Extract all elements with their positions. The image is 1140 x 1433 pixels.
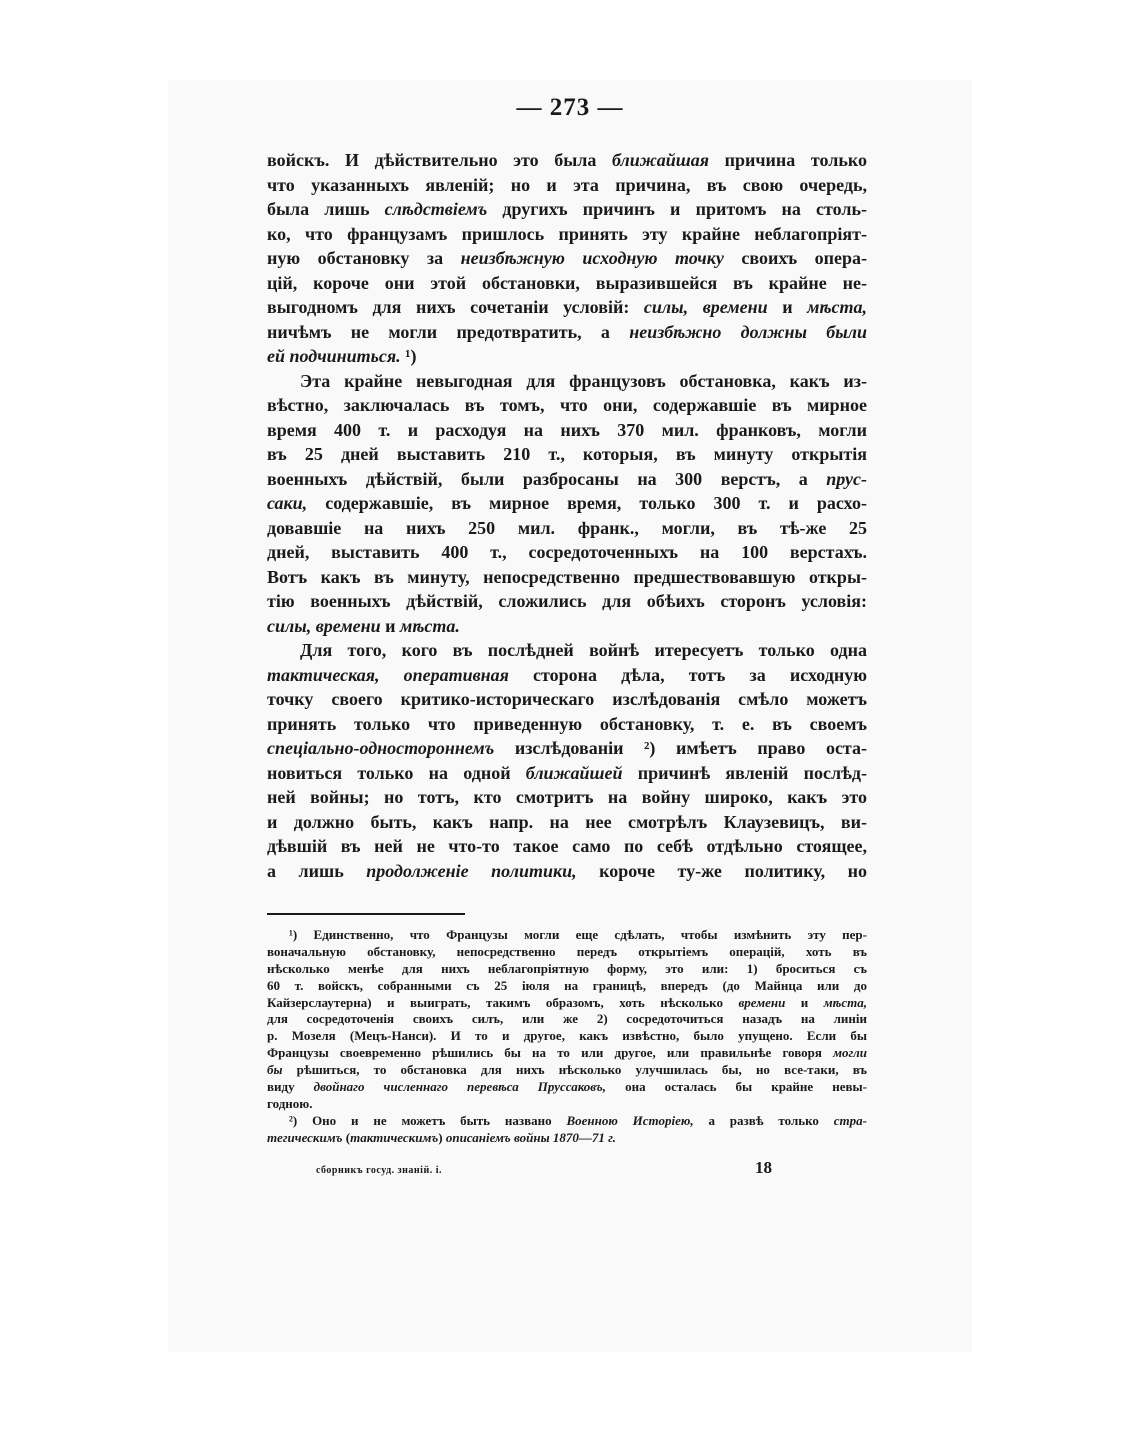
footnote-line: [267, 927, 867, 944]
body-line: [267, 271, 867, 296]
main-text: [267, 148, 867, 883]
text-run: вѣстно, заключалась въ томъ, что они, содержавшіе въ мирное: [267, 395, 867, 415]
italic-text-run: описаніемъ войны 1870—71 г.: [445, 1129, 616, 1145]
text-run: и должно быть, какъ напр. на нее смотрѣлъ Клаузевицъ, ви-: [267, 811, 867, 832]
body-line: [267, 442, 867, 467]
footnote-line: [267, 1028, 867, 1045]
italic-text-run: Военною Исторіею,: [566, 1112, 694, 1128]
italic-text-run: продолженіе политики,: [366, 860, 577, 881]
body-line: [267, 344, 867, 369]
page-number: — 273 —: [516, 94, 624, 121]
body-line: [267, 393, 867, 418]
italic-text-run: стра-: [833, 1112, 867, 1128]
text-run: нѣсколько менѣе для нихъ неблагопріятную форму, это или: 1) броситься съ: [267, 960, 867, 976]
text-run: а лишь: [267, 860, 367, 881]
text-run: другихъ причинъ и притомъ на столь-: [487, 199, 867, 219]
text-run: причина только: [708, 150, 867, 170]
italic-text-run: ближайшей: [525, 762, 623, 783]
text-run: виду: [267, 1079, 314, 1095]
page-footer: [316, 1156, 772, 1180]
footnote-line: [267, 978, 867, 995]
body-line: [267, 687, 867, 712]
footnotes: [267, 927, 867, 1147]
signature-mark: сборникъ госуд. знаній. i.: [316, 1165, 442, 1176]
italic-text-run: ей подчиниться.: [267, 346, 401, 366]
footnote-line: [267, 1062, 867, 1079]
italic-text-run: тактическимъ: [350, 1129, 439, 1145]
text-run: ²) Оно и не можетъ быть названо: [289, 1112, 567, 1128]
italic-text-run: двойнаго численнаго перевѣса Пруссаковъ,: [313, 1079, 607, 1095]
text-run: (: [342, 1129, 351, 1145]
footnote-line: [267, 1045, 867, 1062]
text-run: новиться только на одной: [267, 762, 526, 783]
footnote-line: [267, 1113, 867, 1130]
text-run: и: [785, 994, 824, 1010]
sheet-number: 18: [755, 1158, 772, 1177]
text-run: что указанныхъ явленій; но и эта причина, въ свою очередь,: [267, 174, 867, 195]
text-run: войскъ. И дѣйствительно это была: [267, 150, 613, 170]
italic-text-run: силы, времени: [643, 297, 768, 317]
italic-text-run: прус-: [826, 468, 867, 489]
text-run: военныхъ дѣйствій, были разбросаны на 300 верстъ, а: [267, 468, 827, 489]
body-line: [267, 295, 867, 320]
footnote-line: [267, 961, 867, 978]
text-run: для сосредоточенія своихъ силъ, или же 2) сосредоточиться назадъ на линіи: [267, 1011, 867, 1027]
italic-text-run: спеціально-одностороннемъ: [267, 738, 495, 758]
body-line: [267, 467, 867, 492]
body-line: [267, 418, 867, 443]
text-run: изслѣдованіи ²) имѣетъ право оста-: [494, 738, 867, 758]
body-line: [267, 834, 867, 859]
body-line: [267, 736, 867, 761]
body-line: [267, 663, 867, 688]
body-line: [267, 785, 867, 810]
italic-text-run: силы,: [267, 615, 312, 636]
footnote-line: [267, 1079, 867, 1096]
text-run: выгодномъ для нихъ сочетаніи условій:: [267, 297, 644, 317]
footnote-line: [267, 995, 867, 1012]
text-run: и: [767, 297, 808, 317]
italic-text-run: времени: [738, 994, 786, 1010]
text-run: точку своего критико-историческаго изслѣдованія смѣло можетъ: [267, 689, 867, 709]
text-run: ко, что французамъ пришлось принять эту крайне неблагопріят-: [267, 223, 867, 244]
text-run: Французы своевременно рѣшились бы на то или другое, или правильнѣе говоря: [267, 1045, 834, 1061]
body-line: [267, 589, 867, 614]
italic-text-run: тегическимъ: [267, 1129, 343, 1145]
text-run: 60 т. войскъ, собранными съ 25 іюля на границѣ, впередъ (до Майнца или до: [267, 977, 867, 993]
text-run: и: [380, 615, 401, 636]
footnote-line: [267, 1096, 867, 1113]
text-run: своихъ опера-: [723, 248, 867, 268]
text-run: довавшіе на нихъ 250 мил. франк., могли, въ тѣ-же 25: [267, 517, 867, 538]
body-line: [267, 761, 867, 786]
italic-text-run: мѣста.: [400, 615, 460, 636]
text-run: она осталась бы крайне невы-: [606, 1079, 867, 1095]
text-run: тію военныхъ дѣйствій, сложились для обѣихъ сторонъ условія:: [267, 591, 867, 611]
footnote-separator: [267, 913, 465, 915]
body-line: [267, 614, 867, 639]
text-run: причинѣ явленій послѣд-: [622, 762, 867, 783]
text-run: Для того, кого въ послѣдней войнѣ итересуетъ только одна: [300, 640, 867, 660]
text-run: ней войны; но тотъ, кто смотритъ на войну широко, какъ это: [267, 787, 867, 807]
text-run: короче ту-же политику, но: [576, 860, 867, 881]
text-run: дней, выставить 400 т., сосредоточенныхъ на 100 верстахъ.: [267, 542, 867, 562]
italic-text-run: бы: [267, 1062, 283, 1078]
text-run: принять только что приведенную обстановку, т. е. въ своемъ: [267, 713, 867, 734]
text-run: воначальную обстановку, непосредственно передъ открытіемъ операцій, хоть въ: [267, 943, 867, 959]
footnote-line: [267, 1011, 867, 1028]
footnote-line: [267, 944, 867, 961]
italic-text-run: могли: [833, 1045, 867, 1061]
body-line: [267, 712, 867, 737]
italic-text-run: мѣста,: [823, 994, 867, 1010]
body-line: [267, 222, 867, 247]
text-run: рѣшиться, то обстановка для нихъ нѣсколько улучшилась бы, но все-таки, въ: [282, 1062, 867, 1078]
text-run: годною.: [267, 1095, 313, 1111]
text-run: Эта крайне невыгодная для французовъ обстановка, какъ из-: [300, 370, 867, 391]
text-run: время 400 т. и расходуя на нихъ 370 мил. франковъ, могли: [267, 419, 867, 440]
italic-text-run: ближайшая: [612, 150, 709, 170]
text-run: Кайзерслаутерна) и выиграть, такимъ образомъ, хоть нѣсколько: [267, 994, 739, 1010]
text-run: дѣвшій въ ней не что-то такое само по себѣ отдѣльно стоящее,: [267, 836, 867, 856]
italic-text-run: неизбѣжную исходную точку: [460, 248, 724, 268]
body-line: [267, 197, 867, 222]
text-run: сторона дѣла, тотъ за исходную: [508, 664, 867, 685]
text-run: цій, короче они этой обстановки, выразившейся въ крайне не-: [267, 272, 867, 293]
body-line: [267, 246, 867, 271]
text-run: содержавшіе, въ мирное время, только 300 т. и расхо-: [307, 493, 867, 513]
body-line: [267, 491, 867, 516]
body-line: [267, 173, 867, 198]
text-run: ¹) Единственно, что Французы могли еще сдѣлать, чтобы измѣнить эту пер-: [289, 927, 867, 942]
text-run: была лишь: [267, 199, 385, 219]
text-run: р. Мозеля (Мецъ-Нанси). И то и другое, какъ извѣстно, было упущено. Если бы: [267, 1028, 867, 1044]
body-line: [267, 320, 867, 345]
italic-text-run: тактическая, оперативная: [267, 664, 509, 685]
text-run: а развѣ только: [693, 1112, 834, 1128]
body-line: [267, 516, 867, 541]
italic-text-run: слѣдствіемъ: [384, 199, 488, 219]
body-line: [267, 859, 867, 884]
footnote-line: [267, 1130, 867, 1147]
body-line: [267, 565, 867, 590]
italic-text-run: мѣста,: [807, 297, 867, 317]
body-line: [267, 369, 867, 394]
text-run: ничѣмъ не могли предотвратить, а: [267, 321, 630, 342]
body-line: [267, 638, 867, 663]
italic-text-run: времени: [315, 615, 381, 636]
text-run: въ 25 дней выставить 210 т., которыя, въ минуту открытія: [267, 444, 867, 464]
text-run: ную обстановку за: [267, 248, 461, 268]
text-run: Вотъ какъ въ минуту, непосредственно предшествовавшую откры-: [267, 566, 867, 587]
italic-text-run: саки,: [267, 493, 308, 513]
text-run: ¹): [400, 346, 417, 366]
italic-text-run: неизбѣжно должны были: [629, 321, 867, 342]
body-line: [267, 148, 867, 173]
body-line: [267, 810, 867, 835]
body-line: [267, 540, 867, 565]
text-run: ): [438, 1129, 446, 1145]
